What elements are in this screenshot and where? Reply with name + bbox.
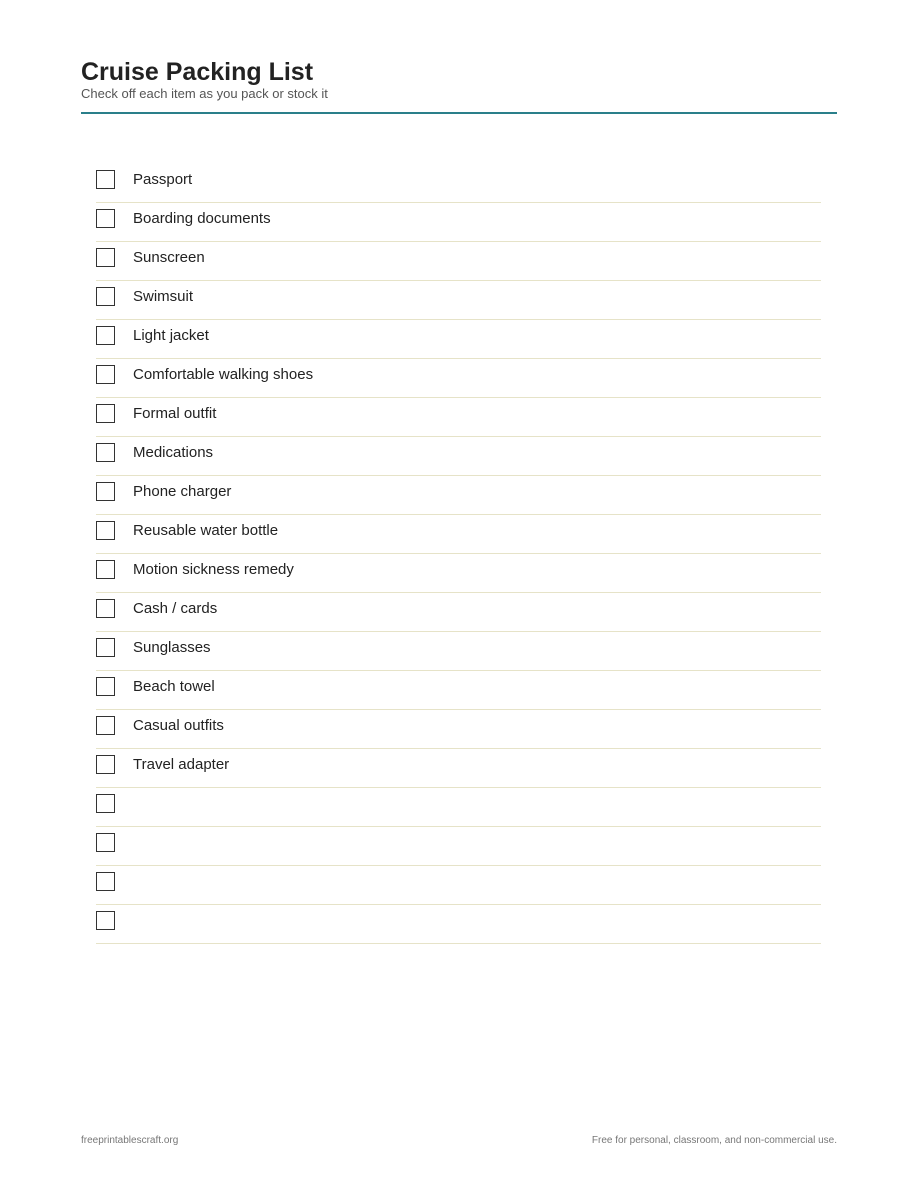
checklist-item-label: Travel adapter xyxy=(133,755,230,773)
footer-site: freeprintablescraft.org xyxy=(81,1135,179,1146)
checklist-row xyxy=(96,476,821,515)
checklist-item-label: Cash / cards xyxy=(133,599,218,617)
checklist-item-label: Reusable water bottle xyxy=(133,521,279,539)
checklist-row xyxy=(96,437,821,476)
checklist-row xyxy=(96,632,821,671)
checkbox[interactable] xyxy=(96,521,115,540)
checkbox[interactable] xyxy=(96,638,115,657)
checkbox[interactable] xyxy=(96,443,115,462)
checklist-row xyxy=(96,788,821,827)
checkbox[interactable] xyxy=(96,287,115,306)
checklist-item-label: Swimsuit xyxy=(133,287,194,305)
checklist-row xyxy=(96,671,821,710)
checkbox[interactable] xyxy=(96,599,115,618)
checkbox[interactable] xyxy=(96,794,115,813)
checklist-item-label: Phone charger xyxy=(133,482,232,500)
footer-license: Free for personal, classroom, and non-commercial use. xyxy=(591,1135,837,1146)
checklist-row xyxy=(96,398,821,437)
checkbox[interactable] xyxy=(96,755,115,774)
packing-checklist xyxy=(96,164,821,944)
checklist-row xyxy=(96,905,821,944)
checklist-row xyxy=(96,320,821,359)
checkbox[interactable] xyxy=(96,404,115,423)
checklist-row xyxy=(96,827,821,866)
checkbox[interactable] xyxy=(96,482,115,501)
checkbox[interactable] xyxy=(96,677,115,696)
checklist-item-label: Sunscreen xyxy=(133,248,205,266)
checkbox[interactable] xyxy=(96,833,115,852)
checklist-item-label: Formal outfit xyxy=(133,404,217,422)
checkbox[interactable] xyxy=(96,716,115,735)
checklist-row xyxy=(96,359,821,398)
checklist-item-label: Motion sickness remedy xyxy=(133,560,294,578)
checkbox[interactable] xyxy=(96,326,115,345)
checklist-row xyxy=(96,710,821,749)
checklist-row xyxy=(96,242,821,281)
page-subtitle: Check off each item as you pack or stock it xyxy=(81,86,328,101)
checkbox[interactable] xyxy=(96,209,115,228)
page-title: Cruise Packing List xyxy=(81,58,314,86)
checklist-item-label: Passport xyxy=(133,170,193,188)
checklist-row xyxy=(96,203,821,242)
checklist-item-label: Light jacket xyxy=(133,326,209,344)
checklist-item-label: Beach towel xyxy=(133,677,215,695)
checklist-item-label: Casual outfits xyxy=(133,716,224,734)
checklist-row xyxy=(96,164,821,203)
checkbox[interactable] xyxy=(96,560,115,579)
checklist-row xyxy=(96,866,821,905)
checklist-row xyxy=(96,749,821,788)
checklist-item-label: Medications xyxy=(133,443,214,461)
checklist-item-label: Comfortable walking shoes xyxy=(133,365,314,383)
checkbox[interactable] xyxy=(96,365,115,384)
checkbox[interactable] xyxy=(96,170,115,189)
checkbox[interactable] xyxy=(96,248,115,267)
page-header xyxy=(81,56,837,114)
checkbox[interactable] xyxy=(96,911,115,930)
checklist-row xyxy=(96,281,821,320)
checkbox[interactable] xyxy=(96,872,115,891)
checklist-row xyxy=(96,554,821,593)
checklist-row xyxy=(96,593,821,632)
checklist-item-label: Boarding documents xyxy=(133,209,271,227)
checklist-item-label: Sunglasses xyxy=(133,638,211,656)
checklist-row xyxy=(96,515,821,554)
